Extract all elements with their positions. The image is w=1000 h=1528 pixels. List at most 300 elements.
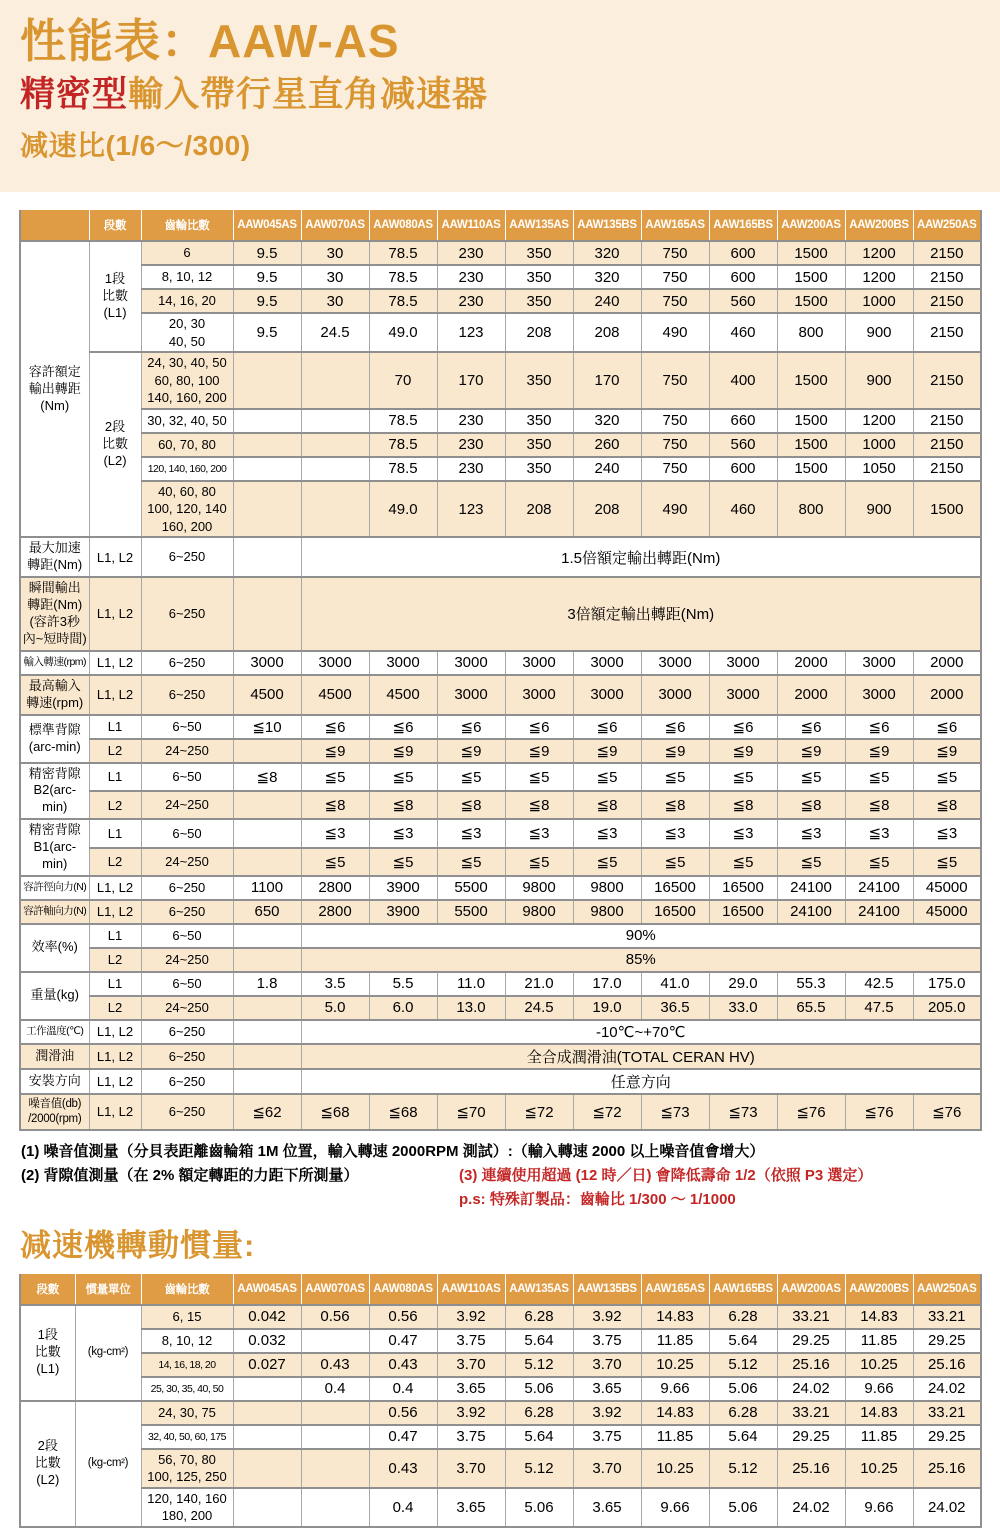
cell: L1, L2 [89,537,141,577]
cell: 11.0 [437,972,505,996]
cell [233,739,301,763]
table-row [20,1305,981,1329]
cell: 17.0 [573,972,641,996]
column-header: AAW135BS [573,1274,641,1305]
cell: ≦9 [709,739,777,763]
cell: 14.83 [641,1305,709,1329]
cell: L1, L2 [89,1069,141,1094]
cell: 2000 [777,651,845,675]
cell: L1 [89,819,141,847]
cell: ≦3 [709,819,777,847]
cell: 2150 [913,457,981,481]
cell: ≦6 [913,715,981,739]
footnote-ps: p.s: 特殊訂製品：齒輪比 1/300 ～ 1/1000 [459,1190,736,1208]
cell: ≦5 [913,848,981,876]
cell: 33.21 [777,1401,845,1425]
cell: 3000 [301,651,369,675]
cell: 9800 [573,900,641,924]
cell: 3倍額定輸出轉距(Nm) [301,577,981,651]
cell: 1200 [845,241,913,265]
cell [233,577,301,651]
cell: 容許軸向力(N) [20,900,89,924]
cell: 6.0 [369,996,437,1020]
table-row [20,241,981,265]
table-row [20,763,981,791]
cell: 230 [437,433,505,457]
cell: 65.5 [777,996,845,1020]
cell [233,1069,301,1094]
cell: 瞬間輸出 轉距(Nm) (容許3秒 內~短時間) [20,577,89,651]
cell: ≦3 [505,819,573,847]
cell: ≦8 [233,763,301,791]
cell: 650 [233,900,301,924]
cell: -10℃~+70℃ [301,1020,981,1044]
cell: 30 [301,241,369,265]
column-header: AAW070AS [301,1274,369,1305]
cell: L1, L2 [89,577,141,651]
cell: 350 [505,241,573,265]
cell [301,1425,369,1449]
cell: L1, L2 [89,651,141,675]
cell: 8, 10, 12 [141,265,233,289]
cell: 3000 [709,651,777,675]
cell: 750 [641,433,709,457]
cell: ≦5 [913,763,981,791]
cell: 60, 70, 80 [141,433,233,457]
cell: ≦5 [641,763,709,791]
cell: 42.5 [845,972,913,996]
cell: 9.5 [233,265,301,289]
cell: 78.5 [369,433,437,457]
cell: 全合成潤滑油(TOTAL CERAN HV) [301,1044,981,1069]
cell: 1段 比數 (L1) [89,241,141,352]
cell: 240 [573,289,641,313]
cell: 6~250 [141,577,233,651]
cell: 輸入轉速(rpm) [20,651,89,675]
cell: 0.032 [233,1329,301,1353]
cell [233,433,301,457]
cell [233,924,301,948]
cell: 3000 [845,651,913,675]
cell: 3.70 [573,1449,641,1488]
cell: ≦3 [301,819,369,847]
table-row [20,481,981,538]
cell: 45000 [913,876,981,900]
cell: ≦76 [845,1094,913,1130]
cell: 任意方向 [301,1069,981,1094]
cell: ≦5 [573,763,641,791]
cell: 6~50 [141,972,233,996]
cell: 49.0 [369,481,437,538]
cell: ≦9 [505,739,573,763]
cell: 24~250 [141,996,233,1020]
cell: 55.3 [777,972,845,996]
column-header: AAW165BS [709,1274,777,1305]
cell [233,537,301,577]
page-header [0,0,1000,192]
cell: 14.83 [845,1305,913,1329]
cell: 900 [845,352,913,409]
cell: 11.85 [641,1329,709,1353]
cell: 3.75 [573,1329,641,1353]
cell: 6.28 [505,1401,573,1425]
cell: 24~250 [141,791,233,819]
cell: 560 [709,433,777,457]
cell: 0.027 [233,1353,301,1377]
cell: 6~250 [141,675,233,715]
cell: 10.25 [845,1449,913,1488]
cell: 660 [709,409,777,433]
cell: 0.4 [369,1377,437,1401]
cell: 3900 [369,900,437,924]
cell: 9.66 [641,1377,709,1401]
cell: L1, L2 [89,1044,141,1069]
cell: 6~250 [141,900,233,924]
cell: ≦73 [641,1094,709,1130]
cell: 47.5 [845,996,913,1020]
cell: 5.06 [505,1377,573,1401]
cell: L2 [89,791,141,819]
cell: 750 [641,241,709,265]
cell: L2 [89,948,141,972]
cell: ≦9 [301,739,369,763]
cell: ≦8 [437,791,505,819]
cell: 3.70 [437,1449,505,1488]
performance-table-header-row [20,210,981,241]
cell [301,352,369,409]
cell: 10.25 [641,1449,709,1488]
cell: ≦9 [777,739,845,763]
cell [233,1044,301,1069]
cell [233,1488,301,1527]
cell: 320 [573,265,641,289]
table-row [20,313,981,352]
table-row [20,577,981,651]
cell: 3.70 [437,1353,505,1377]
column-header [20,210,89,241]
cell: 6~250 [141,1044,233,1069]
cell: ≦3 [913,819,981,847]
cell: 30 [301,265,369,289]
cell [233,481,301,538]
cell: ≦5 [437,848,505,876]
cell: 3000 [369,651,437,675]
cell: 1000 [845,433,913,457]
cell: 24~250 [141,739,233,763]
cell [233,352,301,409]
cell: 9800 [505,900,573,924]
table-row [20,1377,981,1401]
cell: 490 [641,313,709,352]
cell: 3.65 [573,1488,641,1527]
cell: 2段 比數 (L2) [20,1401,75,1527]
cell: 6~50 [141,819,233,847]
cell: 29.0 [709,972,777,996]
cell: ≦6 [573,715,641,739]
footnote-2: (2) 背隙值測量（在 2% 額定轉距的力距下所測量） [21,1166,359,1184]
cell: 6, 15 [141,1305,233,1329]
cell: 30, 32, 40, 50 [141,409,233,433]
column-header: AAW110AS [437,210,505,241]
table-row [20,352,981,409]
table-row [20,739,981,763]
cell: 1500 [777,289,845,313]
cell: 78.5 [369,265,437,289]
cell: 2800 [301,876,369,900]
cell: L1, L2 [89,1094,141,1130]
cell: 240 [573,457,641,481]
cell: 750 [641,352,709,409]
cell: 29.25 [913,1329,981,1353]
cell: 33.0 [709,996,777,1020]
cell: 5.12 [709,1449,777,1488]
cell: 120, 140, 160, 200 [141,457,233,481]
cell: 24.02 [913,1488,981,1527]
cell: 0.4 [369,1488,437,1527]
cell: 9.5 [233,313,301,352]
cell: 1050 [845,457,913,481]
cell: 14, 16, 18, 20 [141,1353,233,1377]
cell: 最大加速 轉距(Nm) [20,537,89,577]
cell: ≦5 [369,848,437,876]
cell: 16500 [709,876,777,900]
cell: ≦6 [709,715,777,739]
table-row [20,433,981,457]
cell: 5.12 [505,1353,573,1377]
cell: ≦70 [437,1094,505,1130]
footnote-row [21,1164,982,1188]
cell: 123 [437,481,505,538]
cell: 5500 [437,900,505,924]
cell: ≦6 [369,715,437,739]
cell: 0.56 [369,1305,437,1329]
cell: ≦8 [777,791,845,819]
cell: 10.25 [845,1353,913,1377]
cell: 9800 [573,876,641,900]
table-row [20,972,981,996]
cell: 3000 [505,651,573,675]
cell: 750 [641,289,709,313]
footnote-1: (1) 噪音值測量（分貝表距離齒輪箱 1M 位置，輸入轉速 2000RPM 測試）:（輸入轉速 2000 以上噪音值會增大） [21,1142,765,1160]
cell: 208 [573,481,641,538]
cell [301,1401,369,1425]
cell: 1200 [845,265,913,289]
cell: 0.47 [369,1329,437,1353]
column-header: AAW135AS [505,1274,573,1305]
cell: 0.43 [369,1449,437,1488]
cell: L2 [89,739,141,763]
cell: 2150 [913,313,981,352]
column-header: AAW080AS [369,1274,437,1305]
cell: 33.21 [913,1305,981,1329]
cell: 25.16 [913,1449,981,1488]
cell: 精密背隙 B1(arc-min) [20,819,89,876]
cell: 350 [505,457,573,481]
cell: 78.5 [369,241,437,265]
cell: 3.92 [573,1401,641,1425]
column-header: AAW110AS [437,1274,505,1305]
cell: 70 [369,352,437,409]
cell: 208 [573,313,641,352]
cell: 175.0 [913,972,981,996]
cell: 1500 [777,409,845,433]
cell: 24, 30, 40, 50 60, 80, 100 140, 160, 200 [141,352,233,409]
cell: 56, 70, 80 100, 125, 250 [141,1449,233,1488]
cell: 5.64 [709,1329,777,1353]
cell: L1 [89,763,141,791]
cell: L2 [89,848,141,876]
cell: 0.43 [369,1353,437,1377]
column-header: 段數 [89,210,141,241]
cell: 5.64 [505,1329,573,1353]
cell: 19.0 [573,996,641,1020]
cell: ≦73 [709,1094,777,1130]
cell: 6~250 [141,651,233,675]
cell: 29.25 [777,1329,845,1353]
cell: 2000 [913,675,981,715]
cell [301,409,369,433]
cell: ≦5 [709,848,777,876]
cell: 11.85 [845,1425,913,1449]
table-row [20,651,981,675]
column-header: AAW250AS [913,1274,981,1305]
cell: 2800 [301,900,369,924]
cell: 230 [437,289,505,313]
cell: ≦6 [641,715,709,739]
cell: 3.5 [301,972,369,996]
cell: 0.56 [369,1401,437,1425]
cell: 0.43 [301,1353,369,1377]
cell: 標準背隙 (arc-min) [20,715,89,763]
cell: 460 [709,313,777,352]
column-header: AAW200AS [777,1274,845,1305]
cell: 14, 16, 20 [141,289,233,313]
cell: 800 [777,481,845,538]
footnotes [19,1131,982,1212]
cell: 21.0 [505,972,573,996]
cell: 120, 140, 160 180, 200 [141,1488,233,1527]
cell: 25.16 [777,1353,845,1377]
column-header: 段數 [20,1274,75,1305]
cell: 208 [505,481,573,538]
cell: L1, L2 [89,675,141,715]
cell: ≦3 [777,819,845,847]
cell: 2000 [913,651,981,675]
cell: ≦9 [573,739,641,763]
cell: 24100 [777,900,845,924]
cell: 11.85 [845,1329,913,1353]
cell: 4500 [301,675,369,715]
cell: 560 [709,289,777,313]
column-header: AAW250AS [913,210,981,241]
cell: ≦8 [369,791,437,819]
cell: 6~250 [141,1020,233,1044]
cell: ≦5 [369,763,437,791]
column-header: AAW080AS [369,210,437,241]
cell: ≦3 [437,819,505,847]
cell: 6.28 [709,1401,777,1425]
column-header: AAW045AS [233,1274,301,1305]
cell: 600 [709,265,777,289]
cell: 750 [641,409,709,433]
table-row [20,1401,981,1425]
cell: 30 [301,289,369,313]
cell: 600 [709,457,777,481]
cell: 25.16 [913,1353,981,1377]
cell: 6~50 [141,763,233,791]
table-row [20,996,981,1020]
cell: L1 [89,972,141,996]
cell: 6.28 [709,1305,777,1329]
cell: 24.02 [777,1377,845,1401]
cell: ≦62 [233,1094,301,1130]
cell: 2段 比數 (L2) [89,352,141,537]
cell: ≦5 [301,763,369,791]
cell: 36.5 [641,996,709,1020]
table-row [20,715,981,739]
cell: 重量(kg) [20,972,89,1020]
cell: 24, 30, 75 [141,1401,233,1425]
cell: 5.06 [709,1377,777,1401]
cell: 3900 [369,876,437,900]
cell: 2150 [913,265,981,289]
cell: 2150 [913,409,981,433]
cell: 2150 [913,433,981,457]
table-row [20,791,981,819]
cell: 9.66 [845,1377,913,1401]
cell [233,791,301,819]
cell: ≦9 [437,739,505,763]
cell: 安裝方向 [20,1069,89,1094]
cell: ≦9 [913,739,981,763]
table-row [20,1094,981,1130]
table-row [20,1020,981,1044]
cell: 14.83 [845,1401,913,1425]
cell: 350 [505,265,573,289]
cell: ≦5 [777,848,845,876]
cell: 4500 [233,675,301,715]
cell: 1500 [777,457,845,481]
cell: 400 [709,352,777,409]
cell: 3.75 [573,1425,641,1449]
cell: 3.65 [437,1488,505,1527]
cell: 9800 [505,876,573,900]
table-row [20,1449,981,1488]
cell: 20, 30 40, 50 [141,313,233,352]
cell: 24.02 [777,1488,845,1527]
cell [233,1449,301,1488]
cell: L1, L2 [89,876,141,900]
cell: 10.25 [641,1353,709,1377]
cell: 5.12 [505,1449,573,1488]
cell: ≦3 [641,819,709,847]
cell: 260 [573,433,641,457]
cell: 123 [437,313,505,352]
cell [233,1377,301,1401]
cell: 0.47 [369,1425,437,1449]
cell: 205.0 [913,996,981,1020]
cell: 32, 40, 50, 60, 175 [141,1425,233,1449]
cell: ≦5 [573,848,641,876]
column-header: AAW165BS [709,210,777,241]
cell: ≦8 [573,791,641,819]
cell: 1.8 [233,972,301,996]
subtitle-rest: 輸入帶行星直角减速器 [128,74,489,114]
cell: 230 [437,265,505,289]
section-title-inertia: 减速機轉動慣量: [20,1227,256,1263]
cell: 5.64 [709,1425,777,1449]
cell: 效率(%) [20,924,89,972]
